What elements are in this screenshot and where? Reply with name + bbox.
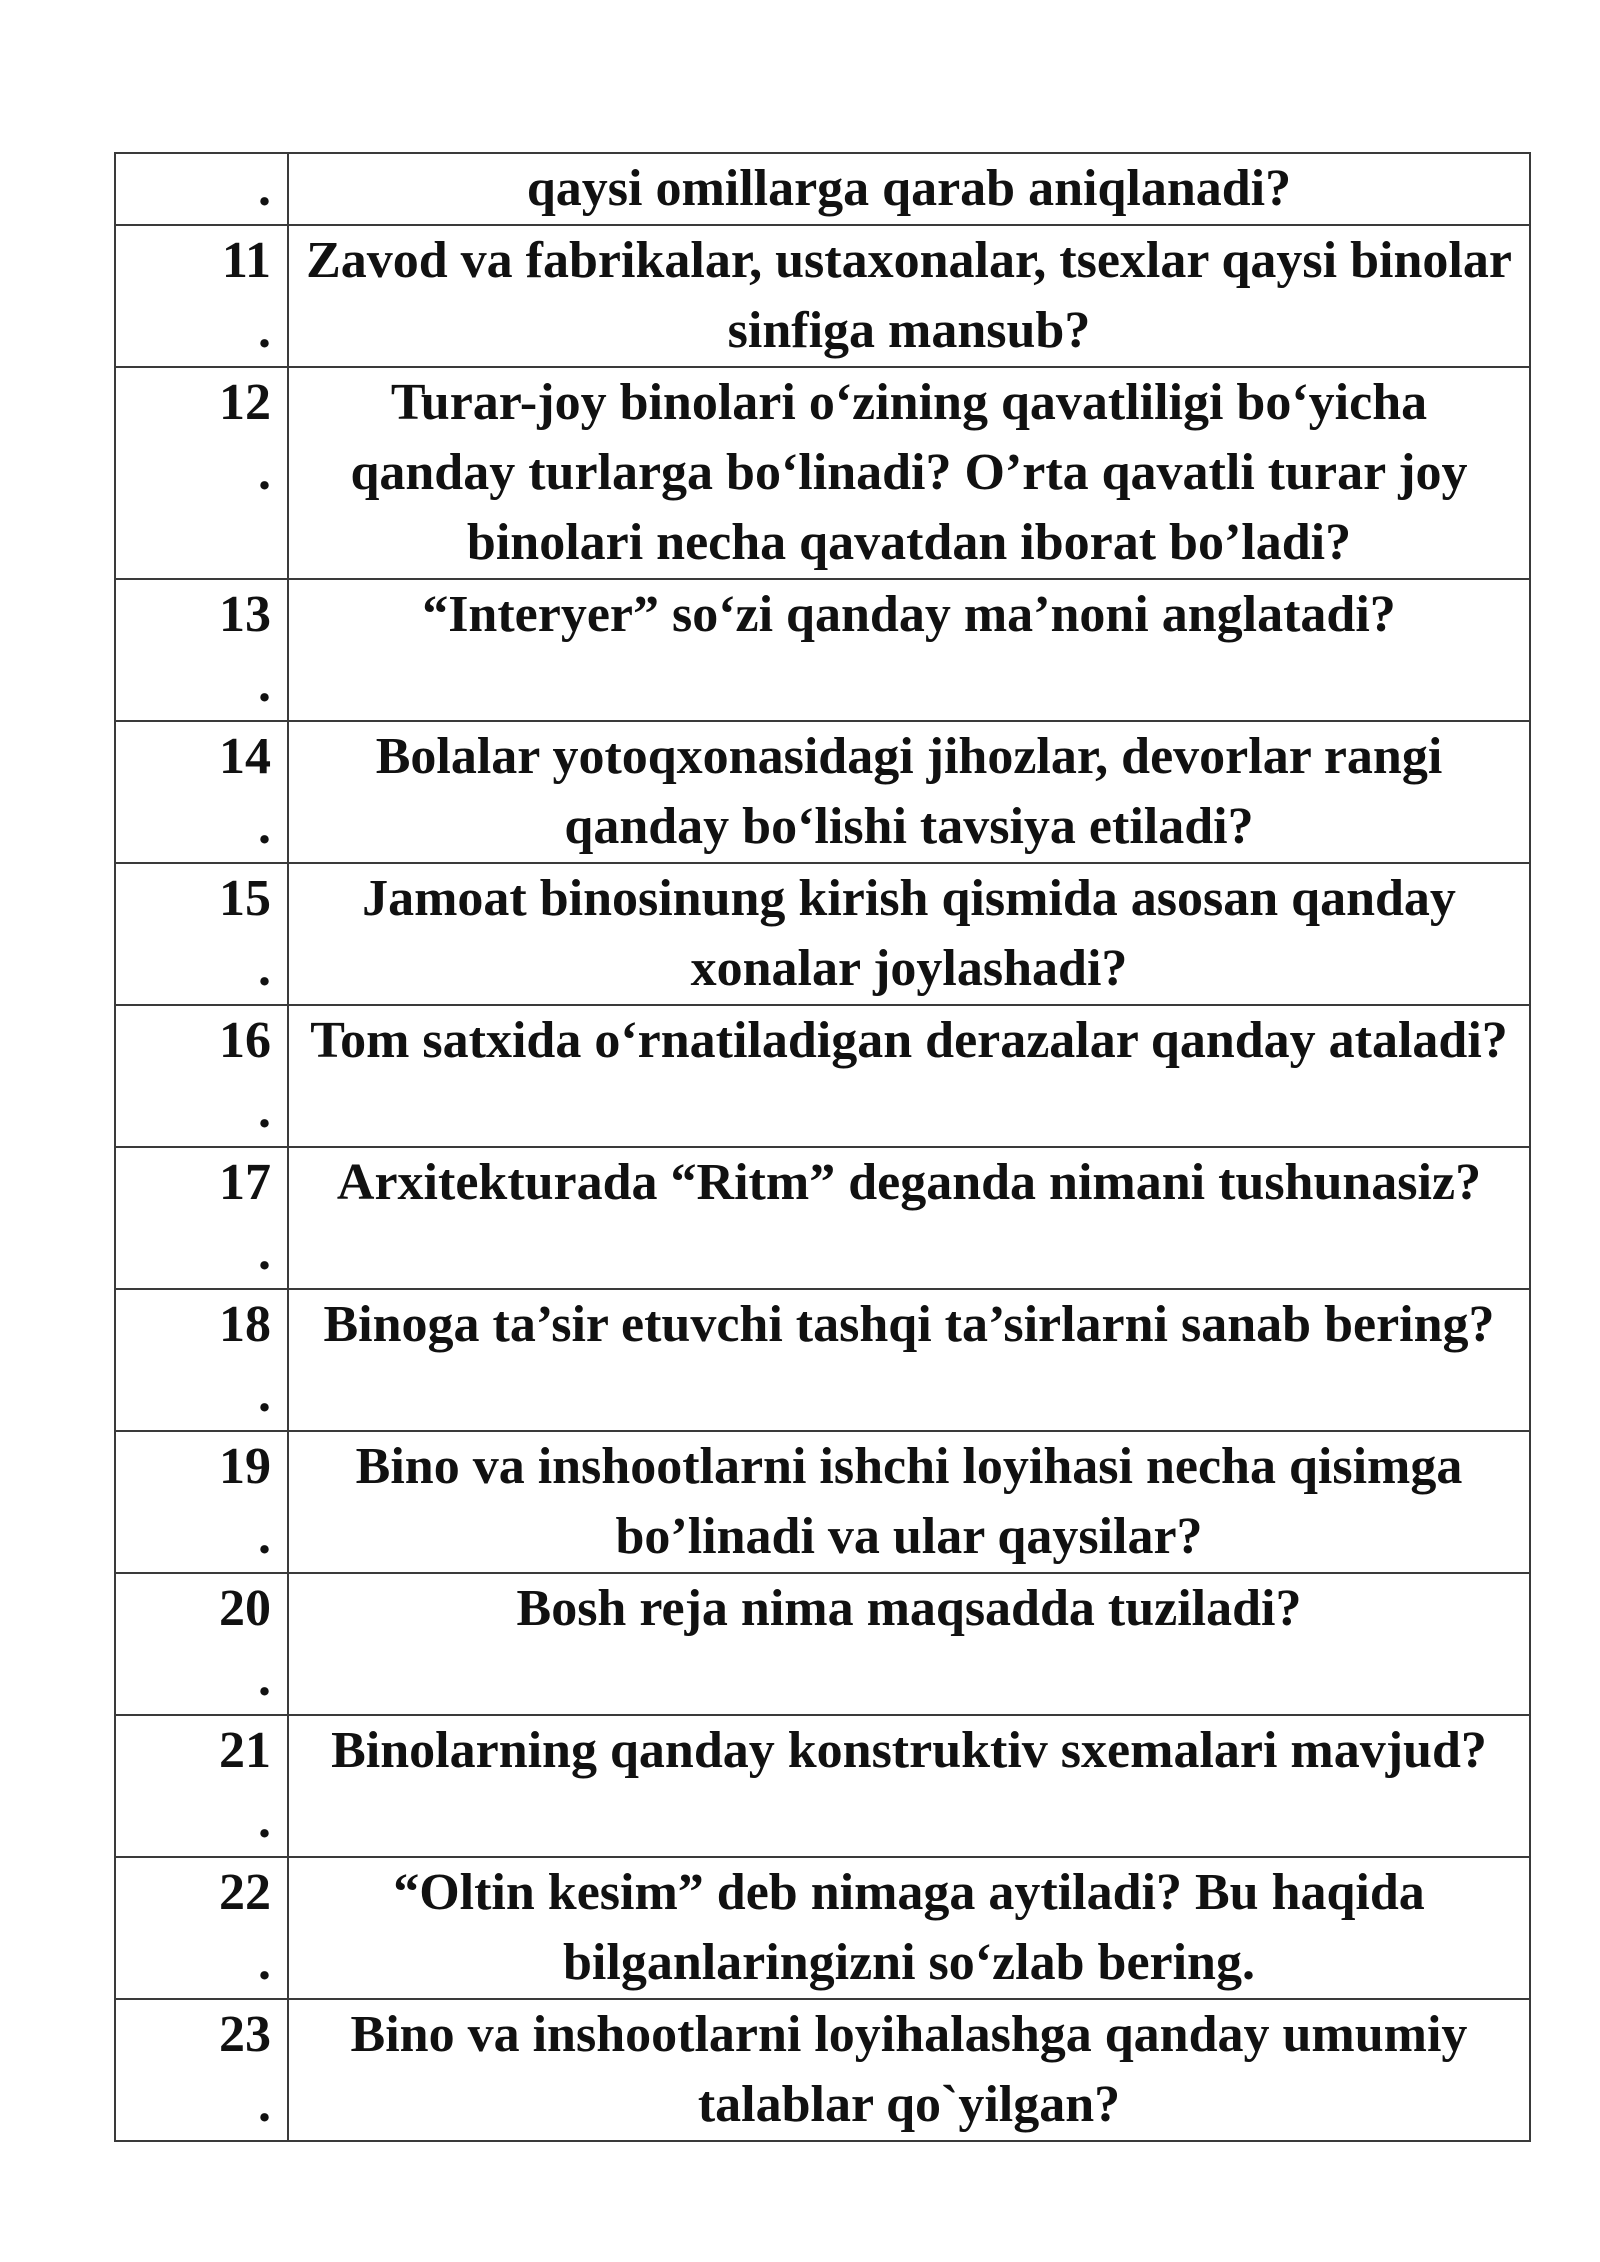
row-number-dot: . xyxy=(258,1792,271,1849)
table-row xyxy=(115,1999,1530,2141)
table-row xyxy=(115,1147,1530,1289)
row-number-cell xyxy=(115,367,288,579)
row-number: 12 xyxy=(219,374,271,431)
question-cell: Jamoat binosinung kirish qismida asosan qanday xonalar joylashadi? xyxy=(288,863,1530,1005)
row-number-cell xyxy=(115,1005,288,1147)
row-number-cell xyxy=(115,1573,288,1715)
row-number: 20 xyxy=(219,1580,271,1637)
question-cell: Bino va inshootlarni loyihalashga qanday umumiy talablar qo`yilgan? xyxy=(288,1999,1530,2141)
row-number: 15 xyxy=(219,870,271,927)
row-number: 16 xyxy=(219,1012,271,1069)
table-row xyxy=(115,1573,1530,1715)
row-number-cell xyxy=(115,1857,288,1999)
row-number-dot: . xyxy=(258,1366,271,1423)
row-number-cell xyxy=(115,721,288,863)
table-row xyxy=(115,1857,1530,1999)
row-number: 22 xyxy=(219,1864,271,1921)
table-row xyxy=(115,1005,1530,1147)
question-cell: qaysi omillarga qarab aniqlanadi? xyxy=(288,153,1530,225)
question-cell: “Oltin kesim” deb nimaga aytiladi? Bu haqida bilganlaringizni so‘zlab bering. xyxy=(288,1857,1530,1999)
table-row xyxy=(115,1431,1530,1573)
table-row xyxy=(115,579,1530,721)
question-cell: Bolalar yotoqxonasidagi jihozlar, devorlar rangi qanday bo‘lishi tavsiya etiladi? xyxy=(288,721,1530,863)
row-number-cell xyxy=(115,1431,288,1573)
questions-table xyxy=(114,152,1531,2142)
row-number-cell xyxy=(115,579,288,721)
row-number: 14 xyxy=(219,728,271,785)
row-number-cell xyxy=(115,863,288,1005)
question-cell: Arxitekturada “Ritm” deganda nimani tushunasiz? xyxy=(288,1147,1530,1289)
row-number-dot: . xyxy=(258,1934,271,1991)
row-number: 23 xyxy=(219,2006,271,2063)
table-row xyxy=(115,225,1530,367)
question-cell: Bosh reja nima maqsadda tuziladi? xyxy=(288,1573,1530,1715)
row-number-cell xyxy=(115,153,288,225)
question-cell: Tom satxida o‘rnatiladigan derazalar qanday ataladi? xyxy=(288,1005,1530,1147)
table-row xyxy=(115,153,1530,225)
table-row xyxy=(115,1289,1530,1431)
row-number-cell xyxy=(115,1715,288,1857)
question-cell: Bino va inshootlarni ishchi loyihasi necha qisimga bo’linadi va ular qaysilar? xyxy=(288,1431,1530,1573)
row-number-dot: . xyxy=(258,1224,271,1281)
row-number: 17 xyxy=(219,1154,271,1211)
row-number-cell xyxy=(115,225,288,367)
row-number-dot: . xyxy=(258,444,271,501)
row-number-dot: . xyxy=(258,2076,271,2133)
row-number-cell xyxy=(115,1999,288,2141)
question-cell: Binolarning qanday konstruktiv sxemalari mavjud? xyxy=(288,1715,1530,1857)
row-number-dot: . xyxy=(258,1082,271,1139)
row-number: 18 xyxy=(219,1296,271,1353)
row-number-dot: . xyxy=(258,160,271,217)
table-row xyxy=(115,367,1530,579)
table-row xyxy=(115,1715,1530,1857)
question-cell: Zavod va fabrikalar, ustaxonalar, tsexlar qaysi binolar sinfiga mansub? xyxy=(288,225,1530,367)
row-number-dot: . xyxy=(258,656,271,713)
row-number: 11 xyxy=(221,232,271,289)
row-number-dot: . xyxy=(258,798,271,855)
question-cell: Turar-joy binolari o‘zining qavatliligi bo‘yicha qanday turlarga bo‘linadi? O’rta qavatli turar joy binolari necha qavatdan iborat bo’ladi? xyxy=(288,367,1530,579)
table-row xyxy=(115,863,1530,1005)
row-number: 19 xyxy=(219,1438,271,1495)
row-number: 13 xyxy=(219,586,271,643)
row-number-dot: . xyxy=(258,940,271,997)
row-number-cell xyxy=(115,1289,288,1431)
question-cell: Binoga ta’sir etuvchi tashqi ta’sirlarni sanab bering? xyxy=(288,1289,1530,1431)
question-cell: “Interyer” so‘zi qanday ma’noni anglatadi? xyxy=(288,579,1530,721)
row-number-dot: . xyxy=(258,302,271,359)
row-number: 21 xyxy=(219,1722,271,1779)
row-number-dot: . xyxy=(258,1650,271,1707)
row-number-dot: . xyxy=(258,1508,271,1565)
table-row xyxy=(115,721,1530,863)
row-number-cell xyxy=(115,1147,288,1289)
